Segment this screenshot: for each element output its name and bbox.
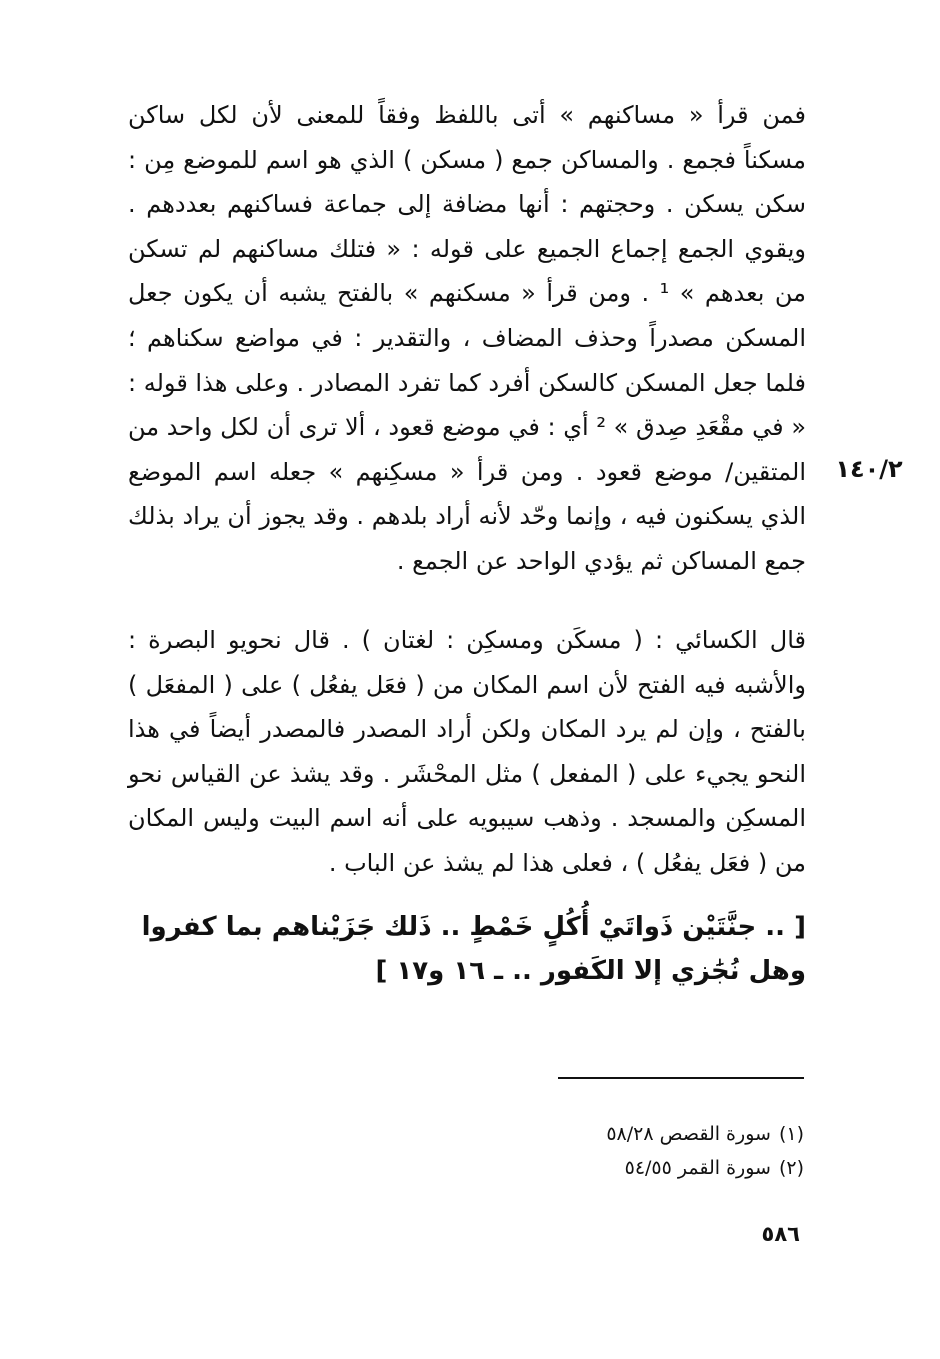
footnote-separator [558, 1077, 804, 1079]
footnote-number: (٢) [778, 1157, 804, 1179]
footnotes [500, 1117, 804, 1185]
footnote-text: سورة القمر ٥٤/٥٥ [624, 1157, 771, 1179]
footnote-2 [500, 1151, 804, 1185]
page-number: ٥٨٦ [761, 1222, 800, 1246]
commentary-paragraph-1: فمن قرأ « مساكنهم » أتى باللفظ وفقاً للمعنى لأن لكل ساكن مسكناً فجمع . والمساكن جمع ( مسكن ) الذي هو اسم للموضع مِن : سكن يسكن . وحجتهم : أنها مضافة إلى جماعة فساكنهم بعددهم . ويقوي الجمع إجماع الجميع على قوله : « فتلك مساكنهم لم تسكن من بعدهم » ¹ . ومن قرأ « مسكنهم » بالفتح يشبه أن يكون جعل المسكن مصدراً وحذف المضاف ، والتقدير : في مواضع سكناهم ؛ فلما جعل المسكن كالسكن أفرد كما تفرد المصادر . وعلى هذا قوله : « في مقْعَدِ صِدق » ² أي : في موضع قعود ، ألا ترى أن لكل واحد من المتقين/ موضع قعود . ومن قرأ « مسكِنهم » جعله اسم الموضع الذي يسكنون فيه ، وإنما وحّد لأنه أراد بلدهم . وقد يجوز أن يراد بذلك جمع المساكن ثم يؤدي الواحد عن الجمع . [128, 101, 807, 575]
footnote-number: (١) [778, 1123, 804, 1145]
footnote-1 [500, 1117, 804, 1151]
quran-verse-block: [ .. جنَّتَيْن ذَواتَيْ أُكُلٍ خَمْطٍ .. ذَلك جَزَيْناهم بما كفروا وهل نُجَٰزي إلا الكَفور .. ـ ١٦ و١٧ ] [141, 912, 806, 986]
margin-reference-note: ١٤٠/٢ [835, 455, 903, 483]
footnote-text: سورة القصص ٥٨/٢٨ [606, 1123, 771, 1145]
commentary-paragraph-2: قال الكسائي : ( مسكَن ومسكِن : لغتان ) . قال نحويو البصرة : والأشبه فيه الفتح لأن اسم المكان من ( فعَل يفعُل ) على ( المفعَل ) بالفتح ، وإن لم يرد المكان ولكن أراد المصدر فالمصدر أيضاً في هذا النحو يجيء على ( المفعل ) مثل المحْشَر . وقد يشذ عن القياس نحو المسكِن والمسجد . وذهب سيبويه على أنه اسم البيت وليس المكان من ( فعَل يفعُل ) ، فعلى هذا لم يشذ عن الباب . [128, 626, 806, 877]
